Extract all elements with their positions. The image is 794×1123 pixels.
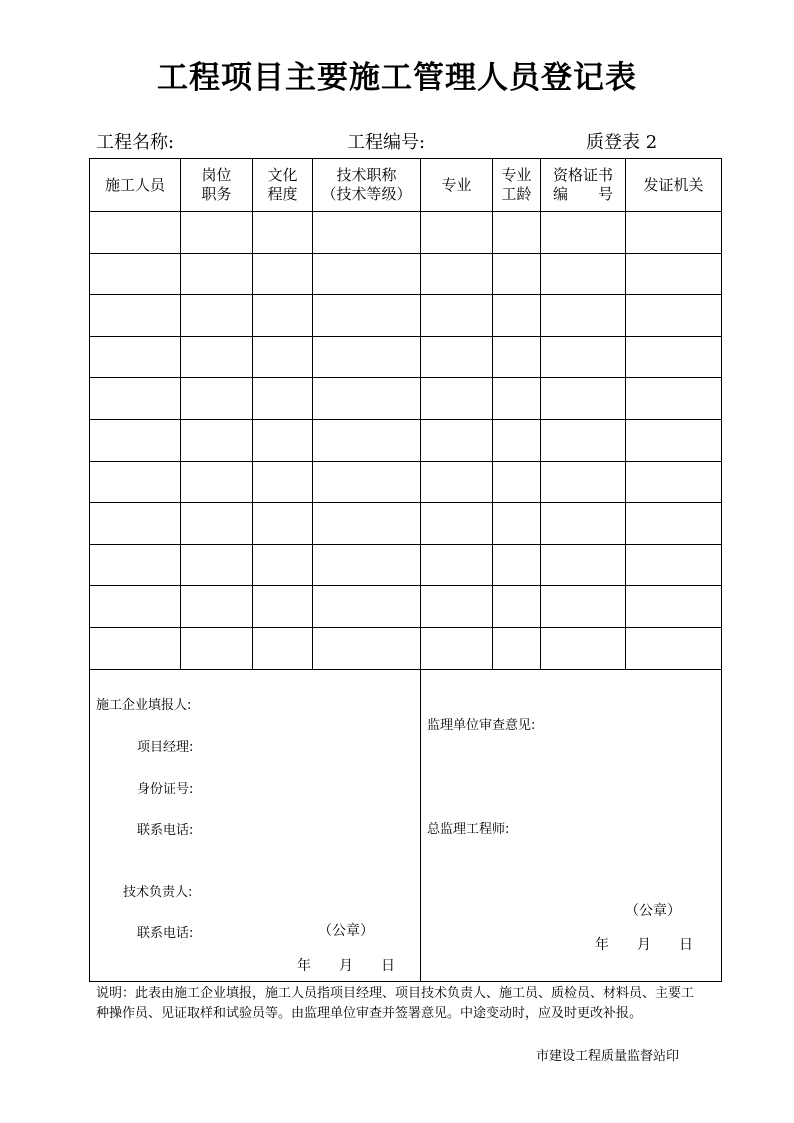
table-cell[interactable]: [626, 544, 722, 586]
column-header: [421, 159, 493, 212]
column-header-line: 资格证书: [552, 166, 613, 184]
page-title: 工程项目主要施工管理人员登记表: [157, 60, 637, 96]
column-header-line: 施工人员: [104, 175, 165, 194]
table-cell[interactable]: [493, 586, 541, 628]
table-cell[interactable]: [541, 212, 626, 254]
instructions-note: 说明：此表由施工企业填报，施工人员指项目经理、项目技术负责人、施工员、质检员、材料员、主要工种操作员、见证取样和试验员等。由监理单位审查并签署意见。中途变动时，应及时更改补报。: [96, 986, 695, 1021]
table-cell[interactable]: [626, 627, 722, 669]
table-cell[interactable]: [626, 212, 722, 254]
table-row: [90, 212, 722, 254]
project-number-label: 工程编号:: [347, 132, 426, 153]
table-cell[interactable]: [90, 419, 181, 461]
table-cell[interactable]: [421, 627, 493, 669]
table-cell[interactable]: [626, 586, 722, 628]
table-cell[interactable]: [541, 586, 626, 628]
table-cell[interactable]: [541, 544, 626, 586]
table-cell[interactable]: [541, 336, 626, 378]
table-cell[interactable]: [541, 461, 626, 503]
table-cell[interactable]: [626, 419, 722, 461]
table-cell[interactable]: [421, 336, 493, 378]
header-row: [90, 159, 722, 212]
table-cell[interactable]: [90, 461, 181, 503]
table-cell[interactable]: [421, 544, 493, 586]
table-row: [90, 419, 722, 461]
column-header-line: 专业: [501, 166, 532, 184]
contractor-section: [90, 669, 421, 981]
table-cell[interactable]: [626, 503, 722, 545]
table-cell[interactable]: [253, 253, 313, 295]
table-cell[interactable]: [541, 627, 626, 669]
table-cell[interactable]: [90, 253, 181, 295]
column-header: [313, 159, 421, 212]
table-cell[interactable]: [421, 378, 493, 420]
table-cell[interactable]: [493, 295, 541, 337]
supervisor-seal: （公章）: [625, 902, 681, 919]
table-cell[interactable]: [90, 586, 181, 628]
table-cell[interactable]: [493, 544, 541, 586]
table-cell[interactable]: [181, 627, 253, 669]
form-code: 质登表 2: [586, 132, 658, 153]
table-cell[interactable]: [493, 627, 541, 669]
table-row: [90, 295, 722, 337]
table-cell[interactable]: [541, 378, 626, 420]
chief-engineer-label: 总监理工程师:: [427, 821, 510, 837]
table-cell[interactable]: [90, 544, 181, 586]
table-cell[interactable]: [493, 253, 541, 295]
table-row: [90, 586, 722, 628]
id-number-label: 身份证号:: [137, 781, 194, 797]
table-cell[interactable]: [181, 295, 253, 337]
table-cell[interactable]: [313, 586, 421, 628]
table-cell[interactable]: [90, 627, 181, 669]
table-cell[interactable]: [421, 295, 493, 337]
table-cell[interactable]: [421, 253, 493, 295]
table-cell[interactable]: [253, 544, 313, 586]
column-header: [90, 159, 181, 212]
table-cell[interactable]: [541, 503, 626, 545]
table-cell[interactable]: [626, 253, 722, 295]
table-cell[interactable]: [541, 253, 626, 295]
table-cell[interactable]: [421, 503, 493, 545]
column-header-line: （技术等级）: [321, 185, 412, 203]
supervisor-date: 年 月 日: [595, 936, 693, 953]
table-cell[interactable]: [626, 378, 722, 420]
phone-label: 联系电话:: [137, 822, 194, 838]
supervisor-section: [421, 669, 722, 981]
column-header: [626, 159, 722, 212]
table-cell[interactable]: [181, 586, 253, 628]
project-name-label: 工程名称:: [96, 132, 175, 153]
table-cell[interactable]: [90, 336, 181, 378]
column-header-line: 职务: [201, 185, 232, 203]
table-cell[interactable]: [253, 503, 313, 545]
table-cell[interactable]: [181, 419, 253, 461]
table-cell[interactable]: [253, 378, 313, 420]
table-cell[interactable]: [421, 419, 493, 461]
table-cell[interactable]: [626, 295, 722, 337]
table-cell[interactable]: [313, 212, 421, 254]
table-cell[interactable]: [313, 419, 421, 461]
table-cell[interactable]: [493, 336, 541, 378]
registration-table: [89, 158, 722, 982]
table-cell[interactable]: [253, 295, 313, 337]
table-row: [90, 336, 722, 378]
column-header: [181, 159, 253, 212]
signature-row: [90, 669, 722, 981]
table-cell[interactable]: [313, 627, 421, 669]
table-cell[interactable]: [313, 503, 421, 545]
column-header: [541, 159, 626, 212]
table-cell[interactable]: [313, 378, 421, 420]
phone2-label: 联系电话:: [137, 925, 194, 941]
table-cell[interactable]: [253, 336, 313, 378]
table-cell[interactable]: [181, 336, 253, 378]
table-row: [90, 461, 722, 503]
table-cell[interactable]: [313, 336, 421, 378]
table-cell[interactable]: [626, 336, 722, 378]
contractor-date: 年 月 日: [297, 957, 395, 974]
table-cell[interactable]: [253, 212, 313, 254]
table-cell[interactable]: [421, 586, 493, 628]
table-cell[interactable]: [181, 544, 253, 586]
contractor-seal: （公章）: [318, 922, 374, 939]
column-header: [253, 159, 313, 212]
table-cell[interactable]: [313, 544, 421, 586]
column-header-line: 发证机关: [643, 175, 704, 194]
table-cell[interactable]: [313, 461, 421, 503]
table-cell[interactable]: [493, 503, 541, 545]
table-row: [90, 253, 722, 295]
table-cell[interactable]: [90, 503, 181, 545]
table-row: [90, 627, 722, 669]
table-cell[interactable]: [253, 627, 313, 669]
table-cell[interactable]: [90, 378, 181, 420]
table-cell[interactable]: [181, 461, 253, 503]
column-header-line: 文化: [267, 166, 298, 184]
table-cell[interactable]: [90, 295, 181, 337]
table-cell[interactable]: [253, 586, 313, 628]
table-cell[interactable]: [253, 461, 313, 503]
table-cell[interactable]: [493, 419, 541, 461]
table-row: [90, 503, 722, 545]
column-header-line: 编 号: [552, 185, 613, 203]
column-header-line: 工龄: [501, 185, 532, 203]
tech-lead-label: 技术负责人:: [123, 884, 193, 900]
table-cell[interactable]: [90, 212, 181, 254]
table-cell[interactable]: [541, 295, 626, 337]
table-cell[interactable]: [421, 212, 493, 254]
table-cell[interactable]: [181, 503, 253, 545]
table-row: [90, 544, 722, 586]
table-cell[interactable]: [421, 461, 493, 503]
table-cell[interactable]: [493, 378, 541, 420]
column-header: [493, 159, 541, 212]
table-cell[interactable]: [181, 212, 253, 254]
filler-label: 施工企业填报人:: [96, 697, 192, 713]
table-cell[interactable]: [253, 419, 313, 461]
column-header-line: 专业: [441, 175, 472, 194]
issuer-footer: 市建设工程质量监督站印: [536, 1049, 680, 1064]
project-manager-label: 项目经理:: [137, 739, 194, 755]
table-row: [90, 378, 722, 420]
column-header-line: 技术职称: [336, 166, 397, 184]
table-cell[interactable]: [181, 253, 253, 295]
column-header-line: 岗位: [201, 166, 232, 184]
column-header-line: 程度: [267, 185, 298, 203]
table-cell[interactable]: [626, 461, 722, 503]
table-cell[interactable]: [313, 253, 421, 295]
table-cell[interactable]: [493, 212, 541, 254]
table-cell[interactable]: [181, 378, 253, 420]
table-cell[interactable]: [493, 461, 541, 503]
table-cell[interactable]: [313, 295, 421, 337]
supervisor-review-label: 监理单位审查意见:: [427, 717, 536, 733]
table-cell[interactable]: [541, 419, 626, 461]
